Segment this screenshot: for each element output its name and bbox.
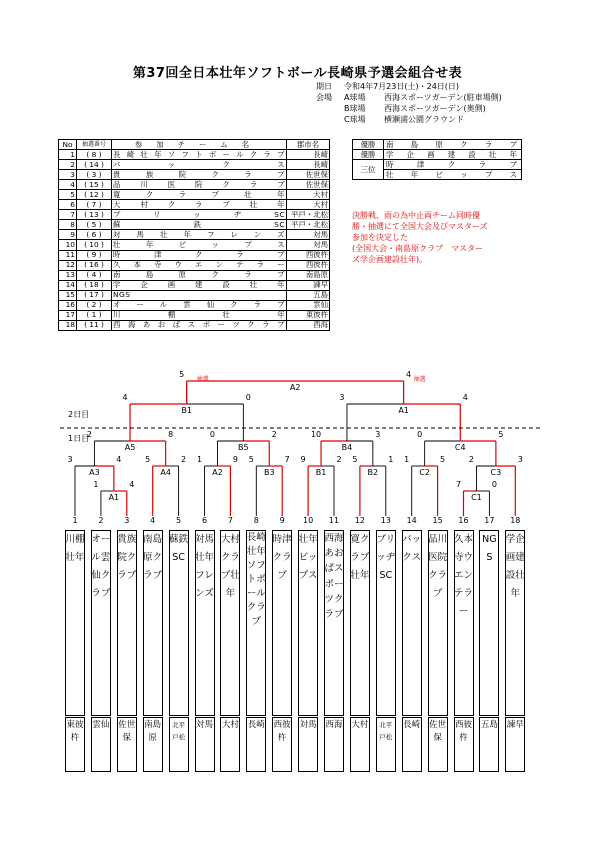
note-line: 勝・抽選にて全国大会及びマスターズ <box>352 222 488 231</box>
registration-city: 大村 <box>287 190 330 200</box>
registration-team: 対馬壮年フレンズ <box>113 229 285 239</box>
game-score-left: 5 <box>352 455 358 464</box>
game-score-left: 0 <box>417 430 423 439</box>
game-score-left: 0 <box>209 430 215 439</box>
team-name: NGS <box>482 534 497 563</box>
team-number: 5 <box>176 516 182 525</box>
registration-no: 18 <box>59 320 77 330</box>
registration-city: 対馬 <box>287 240 330 250</box>
team-name: 久本寺ウエンテラー <box>453 534 473 617</box>
result-team: 時津クラブ <box>384 160 522 170</box>
game-score-right: 5 <box>440 455 446 464</box>
note-line: (全国大会・南島原クラブ マスター <box>352 244 484 253</box>
venue-a-place: 西海スポーツガーデン(駐車場側) <box>384 93 502 102</box>
team-name: 大村クラブ壮年 <box>220 534 240 599</box>
team-city: 南島原 <box>143 717 163 772</box>
game-label: A2 <box>289 383 301 392</box>
game-score-left: 7 <box>455 480 462 489</box>
registration-team: 貴族院クラブ <box>113 169 285 179</box>
game-label: B1 <box>315 468 327 477</box>
team-name: オール雲仙クラブ <box>91 534 111 599</box>
game-label: A5 <box>124 443 136 452</box>
registration-draw: ( 10 ) <box>77 240 112 250</box>
registration-city: 南島原 <box>287 270 330 280</box>
team-city: 北平戸松 <box>376 717 396 772</box>
registration-no: 8 <box>59 220 77 230</box>
game-score-right: 4 <box>129 480 135 489</box>
team-number: 12 <box>354 516 365 525</box>
result-team: 学企画建設壮年 <box>384 150 522 160</box>
registration-city: 大村 <box>287 200 330 210</box>
team-number: 4 <box>150 516 156 525</box>
game-label: A1 <box>108 493 120 502</box>
result-team: 南島原クラブ <box>384 140 522 150</box>
game-label: B5 <box>238 443 249 452</box>
team-number: 6 <box>201 516 208 525</box>
team-number: 8 <box>253 516 259 525</box>
team-name: ブリッヂSC <box>376 534 396 581</box>
registration-team: 久本寺ウエンテラー <box>113 260 285 270</box>
registration-no: 4 <box>59 180 77 190</box>
team-number: 1 <box>72 516 78 525</box>
venue-b-place: 西海スポーツガーデン(奥側) <box>384 104 486 113</box>
registration-city: 西彼杵 <box>287 250 330 260</box>
game-score-left: 1 <box>196 455 203 464</box>
registration-team: 学企画建設壮年 <box>113 280 285 290</box>
registration-team: 南島原クラブ <box>113 270 285 280</box>
game-label: A1 <box>398 406 409 415</box>
registration-no: 5 <box>59 190 77 200</box>
game-score-left: 10 <box>310 430 322 439</box>
registration-no: 15 <box>59 290 77 300</box>
game-score-right: 8 <box>168 430 174 439</box>
team-number: 7 <box>227 516 233 525</box>
registration-draw: ( 14 ) <box>77 160 112 170</box>
team-city: 佐世保 <box>428 717 448 772</box>
registration-no: 6 <box>59 200 77 210</box>
team-city: 西海 <box>324 717 344 772</box>
team-name: 壮年ビップス <box>298 534 318 581</box>
period-label: 期日 <box>316 82 332 91</box>
game-score-right: 7 <box>284 455 290 464</box>
game-score-left: 1 <box>93 480 99 489</box>
page-title: 第37回全日本壮年ソフトボール長崎県予選会組合せ表 <box>132 66 463 81</box>
team-name: 長崎壮年ソフトボールクラブ <box>246 532 266 627</box>
game-score-left: 5 <box>248 455 254 464</box>
result-team: 壮年ビップス <box>384 170 522 180</box>
game-label: B4 <box>341 443 353 452</box>
team-name: 蘇鉄SC <box>169 534 189 563</box>
header-city: 郡市名 <box>287 140 330 150</box>
registration-team: 西海あおばスポーツクラブ <box>113 320 285 330</box>
game-score-left: 5 <box>145 455 151 464</box>
registration-team: 長崎壮年ソフトボールクラブ <box>113 149 285 159</box>
game-score-right: 2 <box>181 455 187 464</box>
registration-city: 長崎 <box>287 150 330 160</box>
note-line: ズ学企画建設壮年)。 <box>352 255 428 264</box>
game-score-left: 9 <box>300 455 306 464</box>
game-score-right: 5 <box>498 430 504 439</box>
header-no: No <box>59 140 77 150</box>
team-number: 16 <box>458 516 469 525</box>
registration-draw: ( 5 ) <box>77 220 112 230</box>
registration-team: バックス <box>113 159 285 169</box>
team-city: 対馬 <box>195 717 215 772</box>
registration-no: 1 <box>59 150 77 160</box>
registration-no: 16 <box>59 300 77 310</box>
game-score-left: 4 <box>122 393 128 402</box>
venue-a-name: A球場 <box>344 93 366 102</box>
game-score-left: 2 <box>86 430 92 439</box>
team-name: 寛クラブ壮年 <box>350 534 370 581</box>
game-label: B1 <box>181 406 192 415</box>
venue-b-name: B球場 <box>344 104 366 113</box>
team-name: 川棚壮年 <box>65 534 85 563</box>
game-score-right: 0 <box>245 393 251 402</box>
registration-draw: ( 1 ) <box>77 310 112 320</box>
team-city: 五島 <box>479 717 499 772</box>
game-score-left: 3 <box>67 455 73 464</box>
header-team: 参加チーム名 <box>112 140 287 150</box>
period-value: 令和4年7月23日(土)・24日(日) <box>344 82 460 91</box>
registration-no: 3 <box>59 170 77 180</box>
game-score-left: 2 <box>468 455 474 464</box>
team-city: 大村 <box>220 717 240 772</box>
team-name: 品川医院クラブ <box>428 534 448 599</box>
registration-team: 蘇鉄SC <box>113 219 285 229</box>
registration-team: 川棚壮年 <box>113 310 285 320</box>
game-score-right: 2 <box>336 455 342 464</box>
registration-draw: ( 8 ) <box>77 150 112 160</box>
game-score-left: 3 <box>339 393 345 402</box>
registration-draw: ( 9 ) <box>77 250 112 260</box>
game-score-left: 1 <box>404 455 410 464</box>
game-score-left: 5 <box>179 370 185 379</box>
team-number: 10 <box>303 516 314 525</box>
game-score-right: 2 <box>271 430 277 439</box>
result-rank: 三位 <box>353 160 384 180</box>
game-label: B2 <box>367 468 379 477</box>
registration-no: 17 <box>59 310 77 320</box>
registration-city: 西彼杵 <box>287 260 330 270</box>
header-draw: 抽選番号 <box>77 140 112 150</box>
registration-city: 長崎 <box>287 160 330 170</box>
registration-draw: ( 18 ) <box>77 280 112 290</box>
registration-team: 時津クラブ <box>113 250 285 260</box>
team-number: 3 <box>124 516 130 525</box>
team-city: 大村 <box>350 717 370 772</box>
team-name: 西海あおばスポーツクラブ <box>324 533 344 620</box>
registration-no: 7 <box>59 210 77 220</box>
venue-c-name: C球場 <box>344 115 366 124</box>
registration-no: 10 <box>59 240 77 250</box>
registration-draw: ( 15 ) <box>77 180 112 190</box>
registration-city: 佐世保 <box>287 180 330 190</box>
team-city: 北平戸松 <box>169 717 189 772</box>
team-number: 14 <box>406 516 417 525</box>
venue-label: 会場 <box>316 93 332 102</box>
team-city: 佐世保 <box>117 717 137 772</box>
game-score-right: 3 <box>517 455 523 464</box>
game-label: C3 <box>490 468 502 477</box>
registration-no: 11 <box>59 250 77 260</box>
registration-draw: ( 13 ) <box>77 210 112 220</box>
lottery-mark: 抽選 <box>413 376 426 383</box>
registration-draw: ( 6 ) <box>77 230 112 240</box>
registration-city: 諫早 <box>287 280 330 290</box>
registration-team: NGS <box>112 290 287 300</box>
registration-no: 14 <box>59 280 77 290</box>
registration-draw: ( 11 ) <box>77 320 112 330</box>
team-name: 学企画建設壮年 <box>505 534 525 599</box>
registration-team: 壮年ビップス <box>113 239 285 249</box>
result-rank: 優勝 <box>353 150 384 160</box>
team-city: 対馬 <box>298 717 318 772</box>
team-number: 13 <box>380 516 391 525</box>
note-line: 決勝戦、雨の為中止両チーム同時優 <box>352 211 480 220</box>
registration-city: 五島 <box>287 290 330 300</box>
team-city: 東彼杵 <box>65 717 85 772</box>
game-label: C4 <box>454 443 466 452</box>
game-score-right: 0 <box>491 480 497 489</box>
team-name: 南島原クラブ <box>143 534 163 581</box>
game-score-right: 4 <box>116 455 122 464</box>
registration-draw: ( 12 ) <box>77 190 112 200</box>
team-name: 対馬壮年フレンズ <box>194 534 214 599</box>
note-line: 参加を決定した <box>352 233 408 242</box>
registration-city: 佐世保 <box>287 170 330 180</box>
game-label: A2 <box>212 468 223 477</box>
game-score-right: 1 <box>388 455 394 464</box>
game-label: B3 <box>263 468 275 477</box>
team-name: 貴族院クラブ <box>117 534 137 581</box>
venue-c-place: 横瀬浦公園グラウンド <box>384 115 464 124</box>
team-number: 17 <box>484 516 495 525</box>
game-score-right: 9 <box>232 455 238 464</box>
registration-city: 西海 <box>287 320 330 330</box>
game-label: C1 <box>471 493 482 502</box>
registration-draw: ( 16 ) <box>77 260 112 270</box>
result-rank: 優勝 <box>353 140 384 150</box>
day1-label: 1日目 <box>68 434 90 443</box>
day2-label: 2日目 <box>68 410 90 419</box>
registration-team: ブリッヂSC <box>113 209 285 219</box>
registration-draw: ( 3 ) <box>77 170 112 180</box>
registration-no: 9 <box>59 230 77 240</box>
team-city: 長崎 <box>246 717 266 772</box>
game-label: A3 <box>89 468 100 477</box>
registration-team: 寛クラブ壮年 <box>113 189 285 199</box>
team-number: 11 <box>328 516 340 525</box>
team-city: 西彼杵 <box>454 717 474 772</box>
team-city: 諫早 <box>505 717 525 772</box>
team-name: 時津クラブ <box>272 534 292 581</box>
registration-city: 雲仙 <box>287 300 330 310</box>
registration-city: 平戸・北松 <box>287 220 330 230</box>
team-name: バックス <box>402 534 422 563</box>
registration-city: 東彼杵 <box>287 310 330 320</box>
team-number: 15 <box>432 516 443 525</box>
team-number: 18 <box>510 516 521 525</box>
registration-draw: ( 7 ) <box>77 200 112 210</box>
team-city: 長崎 <box>402 717 422 772</box>
game-score-right: 4 <box>406 370 412 379</box>
game-label: A4 <box>160 468 171 477</box>
registration-no: 12 <box>59 260 77 270</box>
registration-team: 品川医院クラブ <box>113 179 285 189</box>
registration-no: 13 <box>59 270 77 280</box>
team-number: 9 <box>279 516 285 525</box>
registration-team: オール雲仙クラブ <box>113 300 285 310</box>
registration-team: 大村クラブ壮年 <box>113 199 285 209</box>
game-label: C2 <box>419 468 430 477</box>
game-score-right: 4 <box>462 393 468 402</box>
team-city: 西彼杵 <box>272 717 292 772</box>
registration-city: 対馬 <box>287 230 330 240</box>
registration-city: 平戸・北松 <box>287 210 330 220</box>
registration-no: 2 <box>59 160 77 170</box>
game-score-right: 3 <box>375 430 381 439</box>
lottery-mark: 抽選 <box>196 376 209 383</box>
registration-draw: ( 17 ) <box>77 290 112 300</box>
registration-draw: ( 4 ) <box>77 270 112 280</box>
registration-draw: ( 2 ) <box>77 300 112 310</box>
team-number: 2 <box>98 516 104 525</box>
team-city: 雲仙 <box>91 717 111 772</box>
